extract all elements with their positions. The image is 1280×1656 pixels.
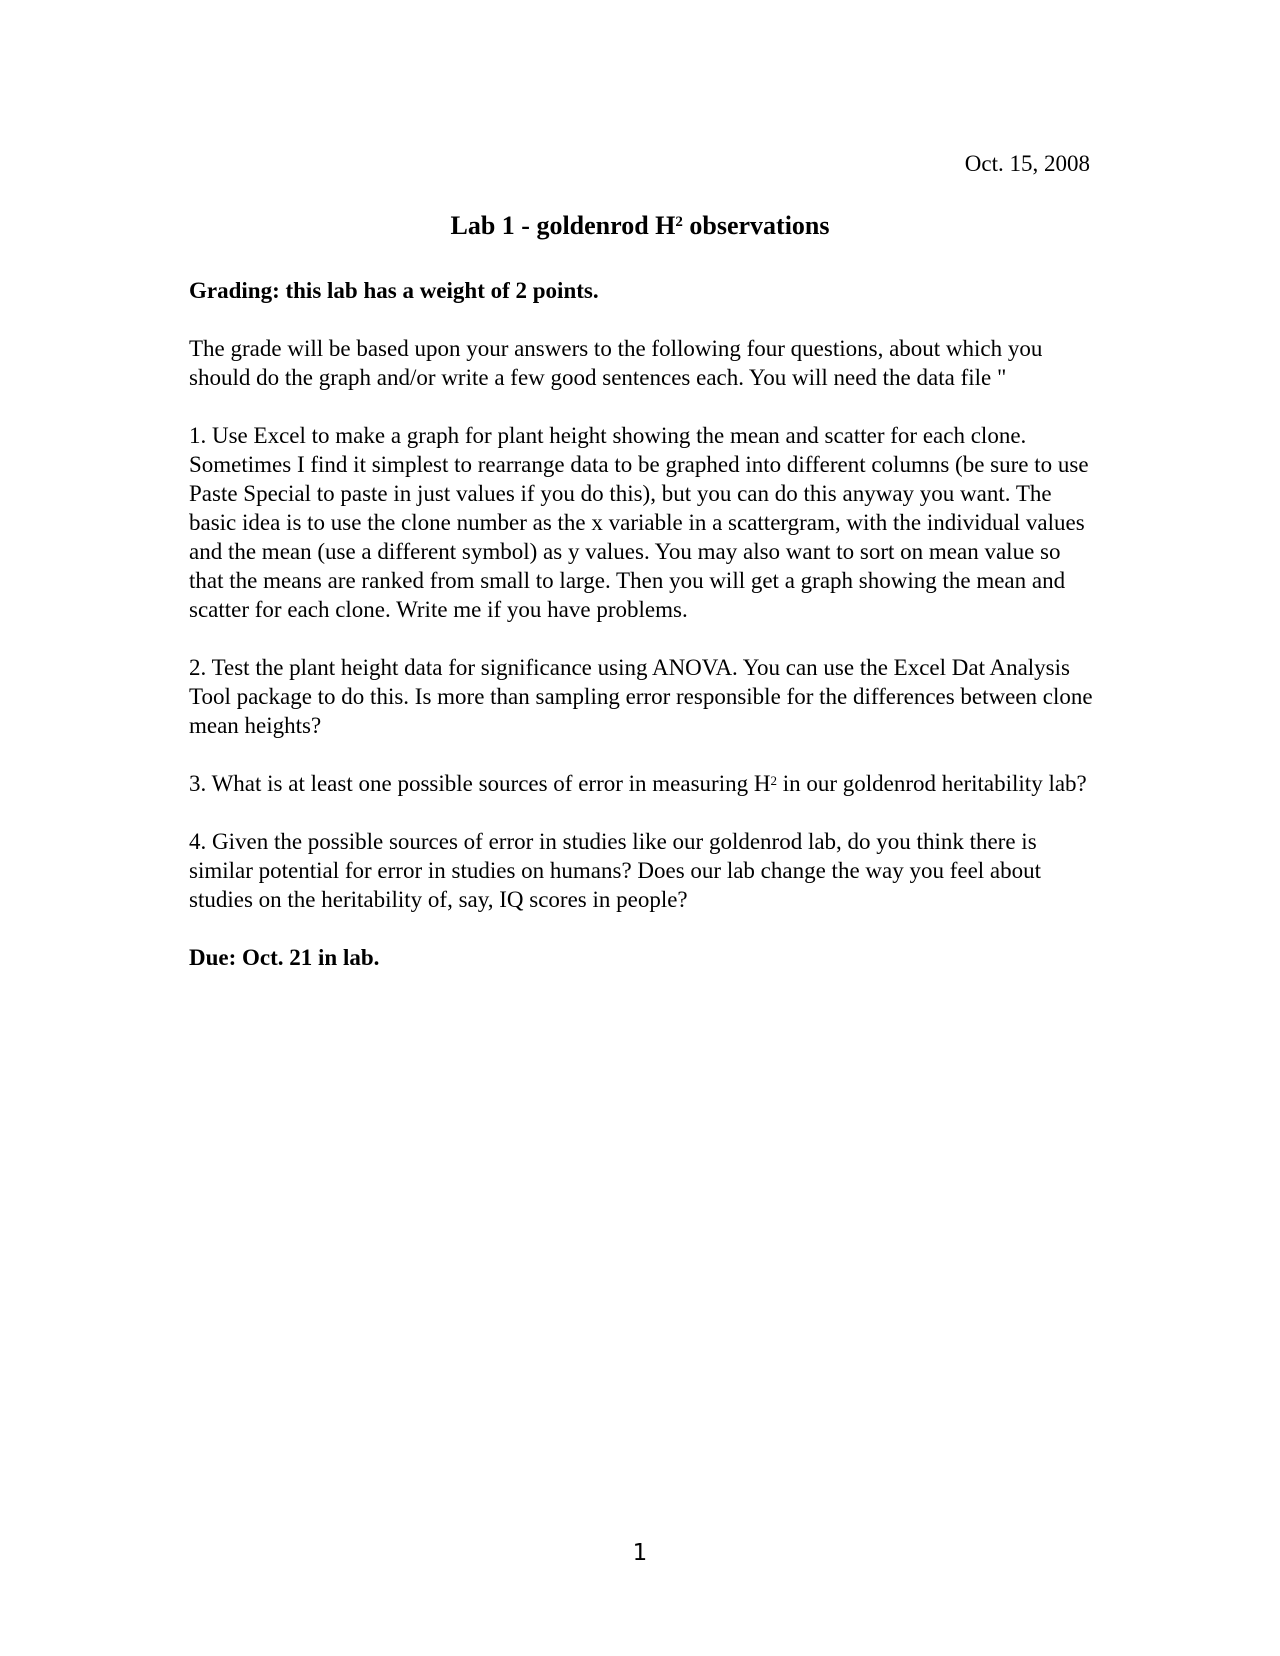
document-title xyxy=(0,210,1280,242)
document-date: Oct. 15, 2008 xyxy=(964,151,1090,176)
question-3-text-after: in our goldenrod heritability lab? xyxy=(776,771,1087,796)
question-3-superscript: 2 xyxy=(770,773,777,788)
question-3-text-before: 3. What is at least one possible sources of error in measuring H xyxy=(189,771,771,796)
grading-statement: Grading: this lab has a weight of 2 points. xyxy=(189,278,599,303)
question-4: 4. Given the possible sources of error in studies like our goldenrod lab, do you think there is similar potential for error in studies on humans? Does our lab change the way you feel about studies on the heritability of, say, IQ scores in people? xyxy=(189,829,1042,912)
due-date: Due: Oct. 21 in lab. xyxy=(189,945,380,970)
title-main-text: Lab 1 - goldenrod H xyxy=(450,211,676,240)
intro-paragraph: The grade will be based upon your answers to the following four questions, about which you should do the graph and/or write a few good sentences each. You will need the data file " xyxy=(189,336,1043,390)
page-number: 1 xyxy=(632,1540,648,1566)
title-superscript: 2 xyxy=(675,214,683,230)
title-tail-text: observations xyxy=(682,211,830,240)
question-1: 1. Use Excel to make a graph for plant height showing the mean and scatter for each clone. Sometimes I find it simplest to rearrange data to be graphed into different columns (be sure to use Paste Special to paste in just values if you do this), but you can do this anyway you want. The basic idea is to use the clone number as the x variable in a scattergram, with the individual values and the mean (use a different symbol) as y values. You may also want to sort on mean value so that the means are ranked from small to large. Then you will get a graph showing the mean and scatter for each clone. Write me if you have problems. xyxy=(189,423,1089,622)
question-3 xyxy=(189,769,1099,798)
document-body xyxy=(189,276,1099,1001)
question-2: 2. Test the plant height data for significance using ANOVA. You can use the Excel Dat Analysis Tool package to do this. Is more than sampling error responsible for the differences between clone mean heights? xyxy=(189,655,1093,738)
